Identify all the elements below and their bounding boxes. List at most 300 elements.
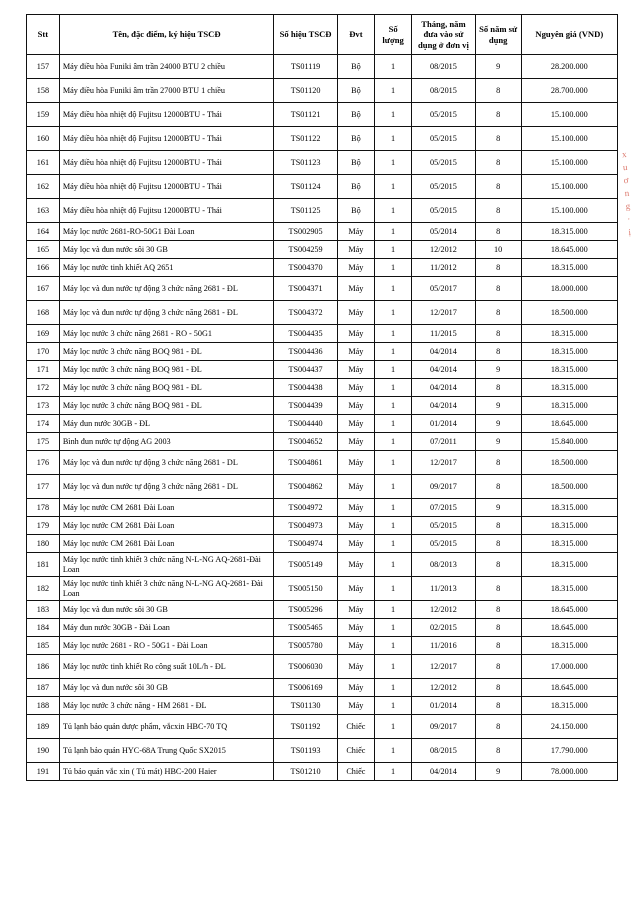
cell-asset-name: Tủ lạnh bảo quản HYC-68A Trung Quốc SX2015 [59, 739, 274, 763]
cell-original-price: 78.000.000 [521, 763, 617, 781]
cell-asset-name: Máy lọc nước tinh khiết 3 chức năng N-L-NG AQ-2681- Đài Loan [59, 577, 274, 601]
cell-years-of-use: 8 [475, 199, 521, 223]
cell-month-year: 01/2014 [412, 697, 475, 715]
column-header-years-of-use: Số năm sử dụng [475, 15, 521, 55]
cell-quantity: 1 [375, 241, 412, 259]
cell-original-price: 18.315.000 [521, 379, 617, 397]
cell-month-year: 05/2015 [412, 517, 475, 535]
cell-asset-name: Máy điều hòa nhiệt độ Fujitsu 12000BTU - Thái [59, 151, 274, 175]
table-row [27, 241, 618, 259]
cell-unit: Máy [337, 577, 374, 601]
cell-stt: 158 [27, 79, 60, 103]
table-row [27, 577, 618, 601]
cell-month-year: 11/2015 [412, 325, 475, 343]
cell-asset-code: TS01122 [274, 127, 337, 151]
cell-years-of-use: 8 [475, 127, 521, 151]
cell-quantity: 1 [375, 79, 412, 103]
cell-original-price: 17.000.000 [521, 655, 617, 679]
cell-asset-code: TS01125 [274, 199, 337, 223]
cell-asset-code: TS005780 [274, 637, 337, 655]
table-header-row [27, 15, 618, 55]
cell-years-of-use: 8 [475, 637, 521, 655]
margin-note-char: n [624, 187, 630, 199]
cell-quantity: 1 [375, 151, 412, 175]
cell-asset-name: Máy lọc nước 2681-RO-50G1 Đài Loan [59, 223, 274, 241]
cell-years-of-use: 10 [475, 241, 521, 259]
cell-unit: Bộ [337, 79, 374, 103]
cell-unit: Chiếc [337, 763, 374, 781]
cell-original-price: 18.645.000 [521, 415, 617, 433]
cell-quantity: 1 [375, 259, 412, 277]
cell-asset-code: TS01192 [274, 715, 337, 739]
column-header-unit: Đvt [337, 15, 374, 55]
table-header [27, 15, 618, 55]
cell-asset-code: TS004862 [274, 475, 337, 499]
cell-asset-code: TS01120 [274, 79, 337, 103]
cell-years-of-use: 8 [475, 103, 521, 127]
cell-month-year: 04/2014 [412, 763, 475, 781]
cell-asset-name: Máy lọc nước 3 chức năng 2681 - RO - 50G1 [59, 325, 274, 343]
cell-years-of-use: 8 [475, 301, 521, 325]
cell-month-year: 05/2015 [412, 103, 475, 127]
cell-years-of-use: 8 [475, 517, 521, 535]
cell-unit: Bộ [337, 127, 374, 151]
cell-original-price: 18.315.000 [521, 517, 617, 535]
cell-month-year: 09/2017 [412, 475, 475, 499]
cell-stt: 176 [27, 451, 60, 475]
cell-month-year: 12/2012 [412, 241, 475, 259]
cell-unit: Máy [337, 379, 374, 397]
cell-stt: 169 [27, 325, 60, 343]
cell-years-of-use: 8 [475, 379, 521, 397]
cell-years-of-use: 8 [475, 679, 521, 697]
cell-years-of-use: 8 [475, 553, 521, 577]
cell-unit: Máy [337, 637, 374, 655]
cell-unit: Bộ [337, 199, 374, 223]
cell-stt: 162 [27, 175, 60, 199]
cell-asset-name: Tủ bảo quản vắc xin ( Tủ mát) HBC-200 Haier [59, 763, 274, 781]
cell-years-of-use: 8 [475, 715, 521, 739]
cell-original-price: 24.150.000 [521, 715, 617, 739]
cell-unit: Bộ [337, 55, 374, 79]
cell-quantity: 1 [375, 697, 412, 715]
cell-asset-name: Máy đun nước 30GB - Đài Loan [59, 619, 274, 637]
table-row [27, 127, 618, 151]
cell-asset-name: Máy lọc và đun nước sôi 30 GB [59, 679, 274, 697]
cell-asset-code: TS006030 [274, 655, 337, 679]
cell-stt: 157 [27, 55, 60, 79]
table-row [27, 553, 618, 577]
cell-unit: Bộ [337, 175, 374, 199]
cell-quantity: 1 [375, 763, 412, 781]
cell-years-of-use: 8 [475, 277, 521, 301]
cell-asset-code: TS01123 [274, 151, 337, 175]
cell-month-year: 11/2012 [412, 259, 475, 277]
table-row [27, 763, 618, 781]
table-row [27, 151, 618, 175]
cell-unit: Bộ [337, 151, 374, 175]
cell-original-price: 15.100.000 [521, 103, 617, 127]
cell-years-of-use: 8 [475, 259, 521, 277]
cell-quantity: 1 [375, 379, 412, 397]
cell-stt: 180 [27, 535, 60, 553]
cell-asset-code: TS01210 [274, 763, 337, 781]
cell-month-year: 04/2014 [412, 343, 475, 361]
cell-month-year: 12/2017 [412, 451, 475, 475]
cell-original-price: 18.315.000 [521, 397, 617, 415]
cell-asset-name: Máy điều hòa Funiki âm trần 27000 BTU 1 chiều [59, 79, 274, 103]
table-row [27, 601, 618, 619]
margin-note-char: ơ [623, 174, 629, 186]
table-row [27, 325, 618, 343]
cell-month-year: 01/2014 [412, 415, 475, 433]
column-header-original-price: Nguyên giá (VND) [521, 15, 617, 55]
cell-stt: 164 [27, 223, 60, 241]
cell-asset-name: Máy điều hòa Funiki âm trần 24000 BTU 2 chiều [59, 55, 274, 79]
cell-quantity: 1 [375, 499, 412, 517]
cell-asset-name: Máy lọc và đun nước sôi 30 GB [59, 601, 274, 619]
cell-unit: Máy [337, 325, 374, 343]
table-row [27, 223, 618, 241]
cell-years-of-use: 9 [475, 499, 521, 517]
cell-month-year: 08/2015 [412, 79, 475, 103]
cell-asset-name: Máy lọc nước 3 chức năng BOQ 981 - ĐL [59, 379, 274, 397]
cell-original-price: 18.315.000 [521, 553, 617, 577]
cell-original-price: 15.100.000 [521, 199, 617, 223]
table-row [27, 415, 618, 433]
cell-original-price: 18.500.000 [521, 301, 617, 325]
cell-unit: Máy [337, 601, 374, 619]
cell-unit: Máy [337, 619, 374, 637]
cell-years-of-use: 8 [475, 475, 521, 499]
cell-quantity: 1 [375, 553, 412, 577]
cell-years-of-use: 8 [475, 325, 521, 343]
cell-asset-name: Bình đun nước tự động AG 2003 [59, 433, 274, 451]
cell-asset-name: Máy lọc và đun nước tự động 3 chức năng 2681 - ĐL [59, 277, 274, 301]
cell-month-year: 12/2017 [412, 655, 475, 679]
cell-unit: Bộ [337, 103, 374, 127]
cell-original-price: 18.315.000 [521, 577, 617, 601]
cell-unit: Máy [337, 415, 374, 433]
cell-asset-code: TS004370 [274, 259, 337, 277]
cell-unit: Máy [337, 397, 374, 415]
cell-quantity: 1 [375, 655, 412, 679]
cell-month-year: 05/2015 [412, 151, 475, 175]
cell-original-price: 18.315.000 [521, 343, 617, 361]
cell-quantity: 1 [375, 475, 412, 499]
cell-unit: Máy [337, 553, 374, 577]
cell-asset-name: Máy lọc nước tinh khiết Ro công suất 10L/h - ĐL [59, 655, 274, 679]
cell-years-of-use: 9 [475, 415, 521, 433]
cell-unit: Máy [337, 499, 374, 517]
cell-quantity: 1 [375, 325, 412, 343]
cell-years-of-use: 9 [475, 763, 521, 781]
table-body [27, 55, 618, 781]
cell-quantity: 1 [375, 715, 412, 739]
cell-month-year: 11/2016 [412, 637, 475, 655]
cell-original-price: 18.500.000 [521, 475, 617, 499]
cell-quantity: 1 [375, 277, 412, 301]
cell-unit: Máy [337, 517, 374, 535]
cell-years-of-use: 9 [475, 433, 521, 451]
cell-quantity: 1 [375, 637, 412, 655]
column-header-code: Số hiệu TSCĐ [274, 15, 337, 55]
cell-quantity: 1 [375, 175, 412, 199]
cell-asset-code: TS004439 [274, 397, 337, 415]
cell-stt: 182 [27, 577, 60, 601]
cell-asset-code: TS01193 [274, 739, 337, 763]
cell-years-of-use: 8 [475, 343, 521, 361]
cell-years-of-use: 8 [475, 451, 521, 475]
cell-month-year: 05/2015 [412, 175, 475, 199]
cell-original-price: 18.315.000 [521, 325, 617, 343]
cell-asset-code: TS004435 [274, 325, 337, 343]
cell-asset-name: Máy đun nước 30GB - ĐL [59, 415, 274, 433]
cell-asset-code: TS004861 [274, 451, 337, 475]
cell-month-year: 02/2015 [412, 619, 475, 637]
cell-asset-code: TS004437 [274, 361, 337, 379]
table-row [27, 499, 618, 517]
cell-original-price: 15.100.000 [521, 127, 617, 151]
cell-original-price: 15.100.000 [521, 151, 617, 175]
cell-asset-code: TS002905 [274, 223, 337, 241]
cell-asset-name: Máy lọc nước 3 chức năng BOQ 981 - ĐL [59, 343, 274, 361]
cell-quantity: 1 [375, 535, 412, 553]
fixed-asset-table [26, 14, 618, 781]
cell-asset-code: TS004972 [274, 499, 337, 517]
cell-asset-name: Máy lọc nước tinh khiết 3 chức năng N-L-NG AQ-2681-Đài Loan [59, 553, 274, 577]
table-row [27, 517, 618, 535]
margin-note-char: u [622, 161, 628, 173]
margin-note-char: ị [628, 226, 632, 237]
cell-years-of-use: 8 [475, 601, 521, 619]
cell-original-price: 18.645.000 [521, 619, 617, 637]
cell-quantity: 1 [375, 451, 412, 475]
cell-years-of-use: 8 [475, 577, 521, 601]
cell-years-of-use: 8 [475, 223, 521, 241]
cell-unit: Máy [337, 535, 374, 553]
cell-quantity: 1 [375, 343, 412, 361]
cell-asset-name: Máy điều hòa nhiệt độ Fujitsu 12000BTU - Thái [59, 199, 274, 223]
cell-years-of-use: 9 [475, 397, 521, 415]
cell-stt: 178 [27, 499, 60, 517]
column-header-quantity: Số lượng [375, 15, 412, 55]
cell-original-price: 18.315.000 [521, 499, 617, 517]
cell-stt: 172 [27, 379, 60, 397]
table-row [27, 301, 618, 325]
cell-stt: 187 [27, 679, 60, 697]
cell-unit: Máy [337, 277, 374, 301]
cell-stt: 171 [27, 361, 60, 379]
cell-years-of-use: 8 [475, 151, 521, 175]
cell-asset-name: Máy lọc và đun nước tự động 3 chức năng 2681 - DL [59, 451, 274, 475]
cell-asset-name: Máy lọc và đun nước tự động 3 chức năng 2681 - ĐL [59, 301, 274, 325]
cell-month-year: 12/2012 [412, 601, 475, 619]
cell-asset-name: Máy lọc nước CM 2681 Đài Loan [59, 517, 274, 535]
table-row [27, 535, 618, 553]
cell-stt: 189 [27, 715, 60, 739]
margin-note-char: · [626, 213, 631, 225]
cell-stt: 177 [27, 475, 60, 499]
cell-month-year: 04/2014 [412, 361, 475, 379]
cell-original-price: 18.645.000 [521, 601, 617, 619]
cell-asset-name: Máy lọc nước 3 chức năng BOQ 981 - ĐL [59, 361, 274, 379]
table-row [27, 451, 618, 475]
cell-original-price: 18.315.000 [521, 259, 617, 277]
cell-month-year: 08/2015 [412, 739, 475, 763]
cell-asset-code: TS005296 [274, 601, 337, 619]
cell-month-year: 12/2017 [412, 301, 475, 325]
cell-years-of-use: 8 [475, 619, 521, 637]
margin-note-char: g [625, 200, 631, 212]
cell-asset-code: TS004652 [274, 433, 337, 451]
cell-month-year: 04/2014 [412, 397, 475, 415]
cell-asset-name: Máy lọc và đun nước tự động 3 chức năng 2681 - DL [59, 475, 274, 499]
cell-stt: 167 [27, 277, 60, 301]
cell-asset-code: TS004974 [274, 535, 337, 553]
cell-month-year: 08/2015 [412, 55, 475, 79]
cell-quantity: 1 [375, 103, 412, 127]
cell-quantity: 1 [375, 577, 412, 601]
cell-month-year: 05/2015 [412, 535, 475, 553]
cell-stt: 183 [27, 601, 60, 619]
table-row [27, 79, 618, 103]
cell-quantity: 1 [375, 679, 412, 697]
cell-years-of-use: 8 [475, 697, 521, 715]
cell-asset-code: TS004372 [274, 301, 337, 325]
cell-stt: 165 [27, 241, 60, 259]
cell-stt: 174 [27, 415, 60, 433]
cell-asset-code: TS004440 [274, 415, 337, 433]
cell-years-of-use: 8 [475, 535, 521, 553]
cell-stt: 188 [27, 697, 60, 715]
cell-asset-code: TS004259 [274, 241, 337, 259]
cell-quantity: 1 [375, 361, 412, 379]
cell-unit: Máy [337, 655, 374, 679]
cell-month-year: 05/2017 [412, 277, 475, 301]
cell-asset-name: Máy điều hòa nhiệt độ Fujitsu 12000BTU - Thái [59, 175, 274, 199]
cell-original-price: 17.790.000 [521, 739, 617, 763]
cell-original-price: 18.315.000 [521, 223, 617, 241]
cell-quantity: 1 [375, 433, 412, 451]
cell-quantity: 1 [375, 301, 412, 325]
table-row [27, 175, 618, 199]
cell-asset-name: Máy lọc nước 2681 - RO - 50G1 - Đài Loan [59, 637, 274, 655]
cell-month-year: 11/2013 [412, 577, 475, 601]
table-row [27, 739, 618, 763]
cell-unit: Máy [337, 223, 374, 241]
cell-quantity: 1 [375, 517, 412, 535]
cell-stt: 186 [27, 655, 60, 679]
cell-stt: 191 [27, 763, 60, 781]
cell-asset-name: Máy lọc và đun nước sôi 30 GB [59, 241, 274, 259]
cell-asset-name: Tủ lạnh bảo quản dược phẩm, vắcxin HBC-70 TQ [59, 715, 274, 739]
table-row [27, 343, 618, 361]
cell-stt: 185 [27, 637, 60, 655]
table-row [27, 199, 618, 223]
cell-stt: 170 [27, 343, 60, 361]
table-row [27, 55, 618, 79]
cell-years-of-use: 9 [475, 361, 521, 379]
cell-quantity: 1 [375, 739, 412, 763]
cell-stt: 159 [27, 103, 60, 127]
cell-asset-name: Máy lọc nước CM 2681 Đài Loan [59, 535, 274, 553]
table-row [27, 379, 618, 397]
cell-stt: 175 [27, 433, 60, 451]
cell-stt: 190 [27, 739, 60, 763]
table-row [27, 397, 618, 415]
cell-unit: Chiếc [337, 739, 374, 763]
cell-stt: 181 [27, 553, 60, 577]
cell-original-price: 18.315.000 [521, 535, 617, 553]
cell-month-year: 08/2013 [412, 553, 475, 577]
cell-original-price: 28.700.000 [521, 79, 617, 103]
cell-years-of-use: 9 [475, 55, 521, 79]
cell-stt: 184 [27, 619, 60, 637]
cell-quantity: 1 [375, 601, 412, 619]
cell-years-of-use: 8 [475, 739, 521, 763]
cell-original-price: 18.000.000 [521, 277, 617, 301]
table-row [27, 475, 618, 499]
cell-original-price: 15.100.000 [521, 175, 617, 199]
table-row [27, 277, 618, 301]
cell-original-price: 18.315.000 [521, 361, 617, 379]
cell-years-of-use: 8 [475, 175, 521, 199]
cell-asset-code: TS01124 [274, 175, 337, 199]
cell-unit: Máy [337, 475, 374, 499]
cell-stt: 161 [27, 151, 60, 175]
cell-quantity: 1 [375, 619, 412, 637]
margin-note-char: x [621, 148, 627, 160]
cell-unit: Máy [337, 679, 374, 697]
cell-month-year: 05/2015 [412, 199, 475, 223]
cell-quantity: 1 [375, 55, 412, 79]
cell-stt: 168 [27, 301, 60, 325]
cell-quantity: 1 [375, 127, 412, 151]
cell-years-of-use: 8 [475, 79, 521, 103]
cell-month-year: 07/2011 [412, 433, 475, 451]
cell-asset-code: TS004371 [274, 277, 337, 301]
table-row [27, 259, 618, 277]
cell-stt: 160 [27, 127, 60, 151]
column-header-month-year-in-use: Tháng, năm đưa vào sử dụng ở đơn vị [412, 15, 475, 55]
table-row [27, 619, 618, 637]
cell-asset-name: Máy lọc nước tinh khiết AQ 2651 [59, 259, 274, 277]
table-row [27, 715, 618, 739]
cell-asset-code: TS005149 [274, 553, 337, 577]
cell-asset-name: Máy lọc nước 3 chức năng BOQ 981 - ĐL [59, 397, 274, 415]
table-row [27, 361, 618, 379]
cell-original-price: 18.315.000 [521, 637, 617, 655]
cell-unit: Máy [337, 451, 374, 475]
handwritten-margin-note [615, 147, 639, 239]
cell-original-price: 18.315.000 [521, 697, 617, 715]
cell-quantity: 1 [375, 223, 412, 241]
cell-original-price: 18.645.000 [521, 679, 617, 697]
cell-original-price: 28.200.000 [521, 55, 617, 79]
cell-unit: Máy [337, 259, 374, 277]
cell-stt: 179 [27, 517, 60, 535]
cell-asset-code: TS006169 [274, 679, 337, 697]
cell-month-year: 04/2014 [412, 379, 475, 397]
column-header-name: Tên, đặc điểm, ký hiệu TSCĐ [59, 15, 274, 55]
cell-asset-name: Máy điều hòa nhiệt độ Fujitsu 12000BTU - Thái [59, 127, 274, 151]
cell-asset-name: Máy điều hòa nhiệt độ Fujitsu 12000BTU - Thái [59, 103, 274, 127]
table-row [27, 655, 618, 679]
cell-asset-code: TS01121 [274, 103, 337, 127]
cell-stt: 163 [27, 199, 60, 223]
cell-unit: Chiếc [337, 715, 374, 739]
